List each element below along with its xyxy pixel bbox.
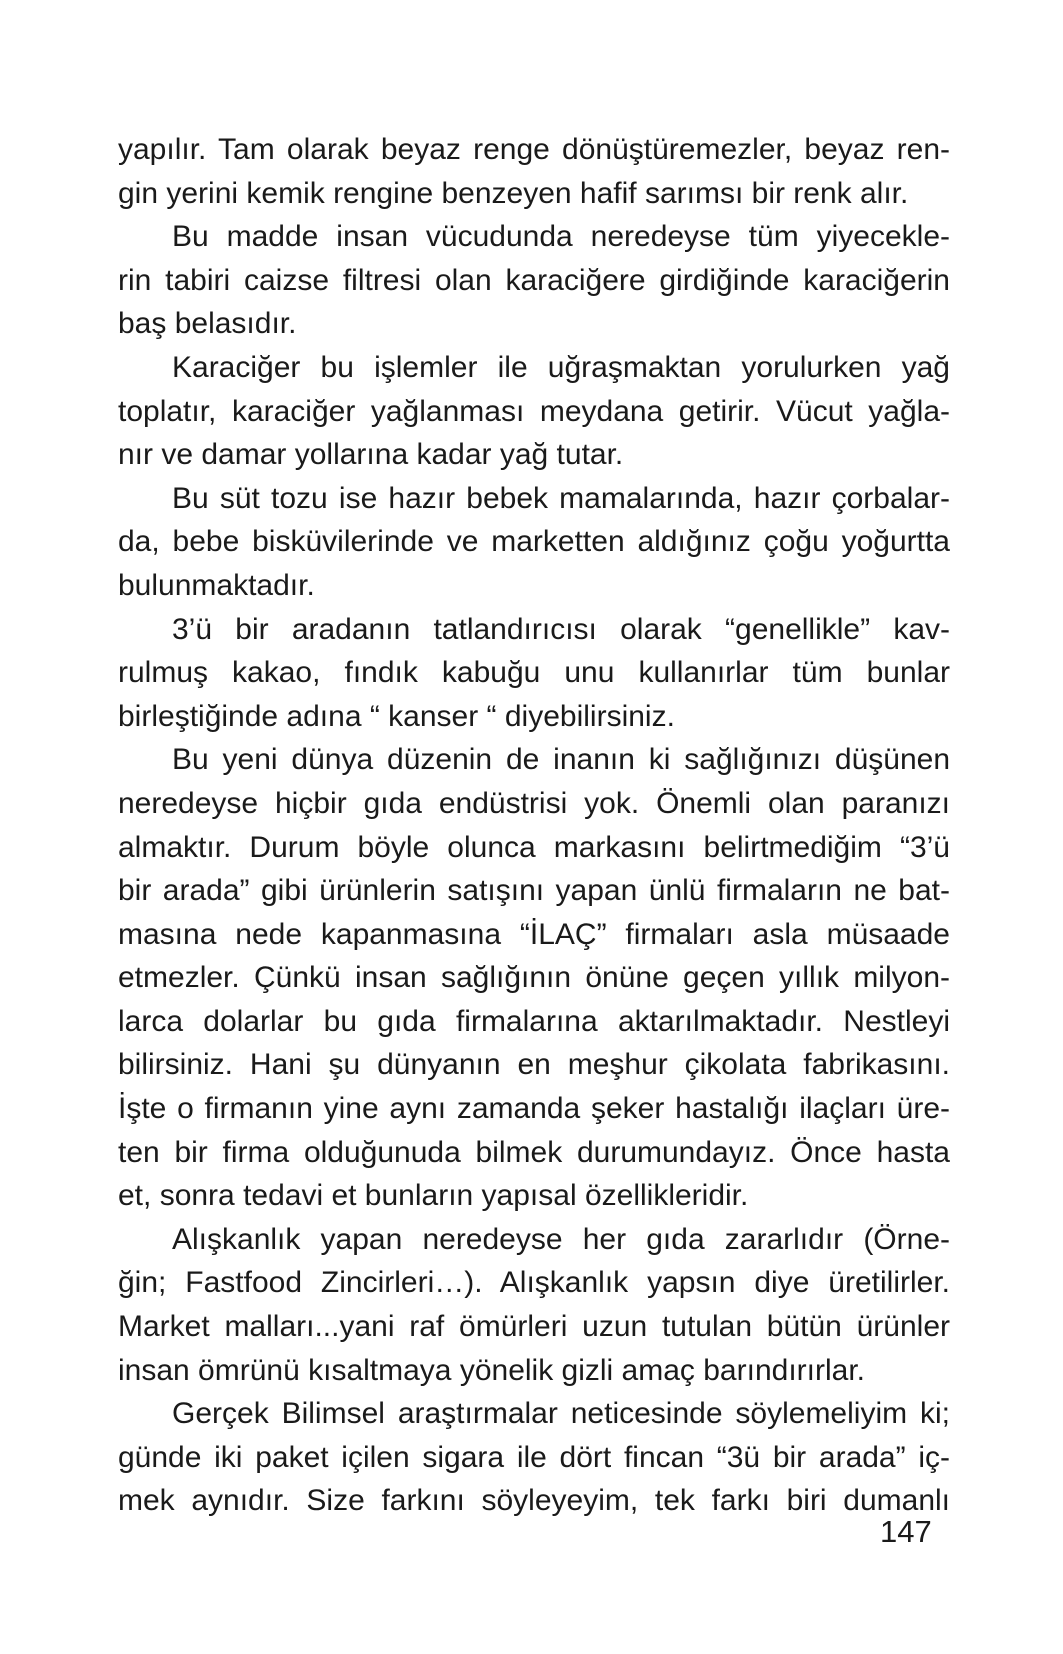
text-line: ten bir firma olduğunuda bilmek durumundayız. Önce hasta [118, 1135, 950, 1169]
text-line: nır ve damar yollarına kadar yağ tutar. [118, 438, 624, 472]
book-page-body [118, 128, 950, 1523]
text-line: Alışkanlık yapan neredeyse her gıda zararlıdır (Örne- [172, 1222, 950, 1256]
text-line: yapılır. Tam olarak beyaz renge dönüştüremezler, beyaz ren- [118, 133, 950, 166]
text-line: da, bebe bisküvilerinde ve marketten aldığınız çoğu yoğurtta [118, 525, 950, 559]
text-line: Gerçek Bilimsel araştırmalar neticesinde söylemeliyim ki; [172, 1397, 950, 1431]
text-line: Bu süt tozu ise hazır bebek mamalarında, hazır çorbalar- [172, 481, 950, 515]
text-line: larca dolarlar bu gıda firmalarına aktarılmaktadır. Nestleyi [118, 1004, 950, 1038]
text-line: et, sonra tedavi et bunların yapısal özellikleridir. [118, 1179, 749, 1213]
text-line: bir arada” gibi ürünlerin satışını yapan ünlü firmaların ne bat- [118, 874, 950, 908]
text-line: İşte o firmanın yine aynı zamanda şeker hastalığı ilaçları üre- [118, 1092, 950, 1126]
text-line: etmezler. Çünkü insan sağlığının önüne geçen yıllık milyon- [118, 961, 950, 995]
page-number: 147 [880, 1514, 932, 1549]
text-line: ğin; Fastfood Zincirleri…). Alışkanlık yapsın diye üretilirler. [118, 1266, 950, 1300]
text-line: 3’ü bir aradanın tatlandırıcısı olarak “genellikle” kav- [172, 612, 950, 646]
text-line: almaktır. Durum böyle olunca markasını belirtmediğim “3’ü [118, 830, 950, 864]
text-line: günde iki paket içilen sigara ile dört fincan “3ü bir arada” iç- [118, 1440, 950, 1474]
text-line: neredeyse hiçbir gıda endüstrisi yok. Önemli olan paranızı [118, 786, 950, 820]
text-line: baş belasıdır. [118, 307, 297, 341]
text-line: insan ömrünü kısaltmaya yönelik gizli amaç barındırırlar. [118, 1353, 865, 1387]
text-line: toplatır, karaciğer yağlanması meydana getirir. Vücut yağla- [118, 394, 950, 428]
text-line: bilirsiniz. Hani şu dünyanın en meşhur çikolata fabrikasını. [118, 1048, 950, 1082]
text-line: rulmuş kakao, fındık kabuğu unu kullanırlar tüm bunlar [118, 656, 950, 690]
text-line: masına nede kapanmasına “İLAÇ” firmaları asla müsaade [118, 917, 950, 951]
text-line: Karaciğer bu işlemler ile uğraşmaktan yorulurken yağ [172, 350, 950, 384]
text-line: Bu yeni dünya düzenin de inanın ki sağlığınızı düşünen [172, 743, 950, 777]
text-line: mek aynıdır. Size farkını söyleyeyim, tek farkı biri dumanlı [118, 1484, 950, 1518]
text-line: gin yerini kemik rengine benzeyen hafif sarımsı bir renk alır. [118, 176, 909, 210]
text-line: Market malları...yani raf ömürleri uzun tutulan bütün ürünler [118, 1310, 950, 1344]
text-line: birleştiğinde adına “ kanser “ diyebilirsiniz. [118, 699, 675, 733]
text-line: rin tabiri caizse filtresi olan karaciğere girdiğinde karaciğerin [118, 263, 950, 297]
text-line: Bu madde insan vücudunda neredeyse tüm yiyecekle- [172, 220, 950, 254]
text-line: bulunmaktadır. [118, 568, 315, 602]
